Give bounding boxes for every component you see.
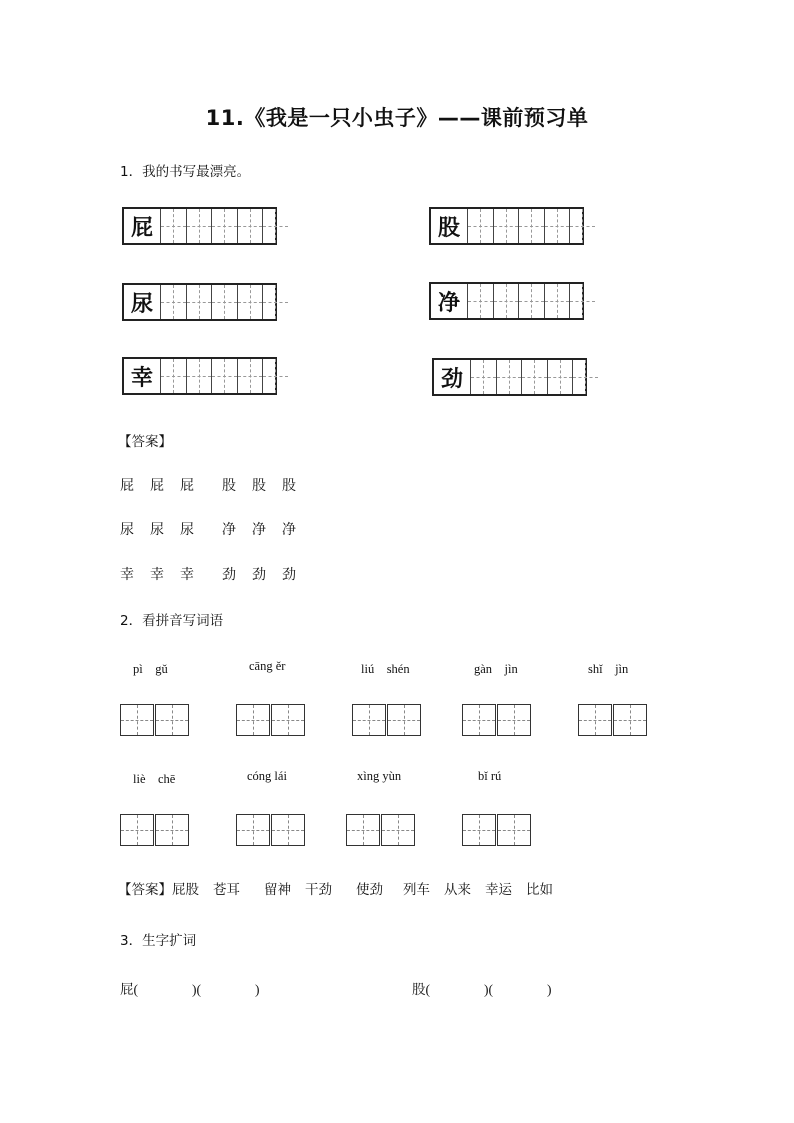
tianzige-pair[interactable]	[236, 704, 306, 736]
writing-strip[interactable]	[429, 282, 584, 320]
tianzige-pair[interactable]	[120, 704, 190, 736]
pinyin-label: pì gǔ	[133, 662, 168, 676]
pinyin-label: gàn jìn	[474, 662, 518, 676]
pinyin-label: bǐ rú	[478, 769, 502, 783]
pinyin-label: cāng ěr	[249, 659, 286, 673]
q2-answer-line: 【答案】屁股 苍耳 留神 干劲 使劲 列车 从来 幸运 比如	[118, 882, 553, 898]
pinyin-label: shǐ jìn	[588, 662, 629, 676]
tianzige-pair[interactable]	[462, 704, 532, 736]
writing-strip[interactable]	[122, 357, 277, 395]
pinyin-label: liè chē	[133, 772, 176, 786]
pinyin-label: xìng yùn	[357, 769, 402, 783]
answer-row: 尿 尿 尿 净 净 净	[120, 522, 296, 538]
practice-char: 劲	[440, 365, 463, 392]
tianzige-pair[interactable]	[352, 704, 422, 736]
writing-strip[interactable]	[432, 358, 587, 396]
tianzige-pair[interactable]	[346, 814, 416, 846]
tianzige-pair[interactable]	[236, 814, 306, 846]
tianzige-pair[interactable]	[462, 814, 532, 846]
answer-label: 【答案】	[118, 434, 172, 450]
practice-char: 净	[437, 289, 460, 316]
writing-strip[interactable]	[122, 207, 277, 245]
tianzige-pair[interactable]	[120, 814, 190, 846]
tianzige-pair[interactable]	[578, 704, 648, 736]
page-title: 11.《我是一只小虫子》——课前预习单	[205, 106, 589, 130]
question-1-label: 1．我的书写最漂亮。	[120, 164, 251, 180]
answer-label: 【答案】	[118, 882, 172, 898]
expand-item[interactable]: 股( )( )	[412, 982, 552, 997]
expand-item[interactable]: 屁( )( )	[120, 982, 260, 997]
answer-row: 屁 屁 屁 股 股 股	[120, 478, 296, 494]
pinyin-label: liú shén	[361, 662, 410, 676]
question-2-label: 2．看拼音写词语	[120, 613, 224, 629]
practice-char: 股	[437, 214, 460, 241]
writing-strip[interactable]	[429, 207, 584, 245]
pinyin-label: cóng lái	[247, 769, 287, 783]
practice-char: 尿	[130, 290, 153, 317]
practice-char: 屁	[130, 214, 153, 241]
practice-char: 幸	[130, 364, 153, 391]
question-3-label: 3．生字扩词	[120, 933, 197, 949]
answer-row: 幸 幸 幸 劲 劲 劲	[120, 567, 296, 583]
writing-strip[interactable]	[122, 283, 277, 321]
